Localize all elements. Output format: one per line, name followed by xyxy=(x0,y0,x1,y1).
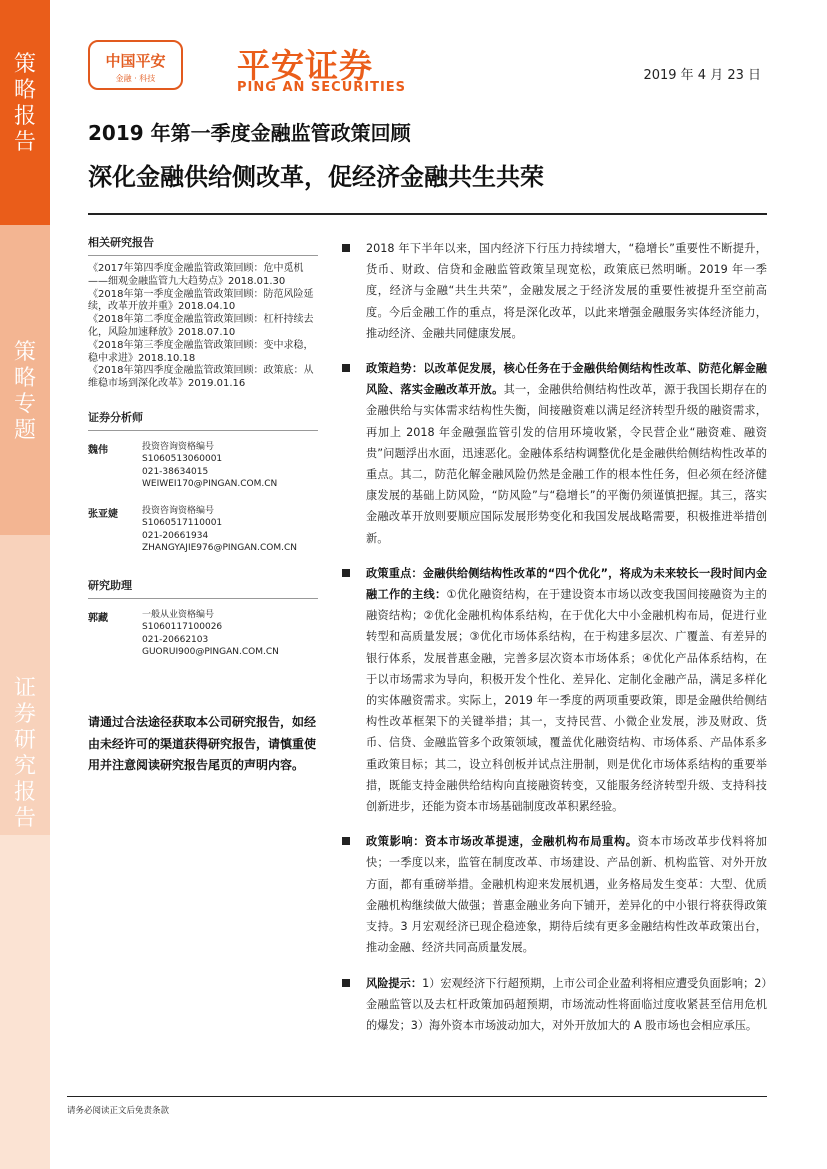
bullet-square-icon xyxy=(342,979,350,987)
ping-an-securities-logo: 平安证券 xyxy=(237,46,373,85)
analyst-card xyxy=(88,505,318,555)
related-report-item[interactable]: 《2018年第二季度金融监管政策回顾：杠杆持续去化，风险加速释放》2018.07.10 xyxy=(88,314,314,338)
summary-bullet xyxy=(342,973,767,1037)
summary-column xyxy=(342,238,767,1050)
bullet-square-icon xyxy=(342,244,350,252)
disclaimer-note: 请通过合法途径获取本公司研究报告，如经由未经许可的渠道获得研究报告，请慎重使用并注意阅读研究报告尾页的声明内容。 xyxy=(88,715,317,772)
assistant-card xyxy=(88,609,318,659)
related-report-item[interactable]: 《2017年第四季度金融监管政策回顾：危中觅机——细观金融监管九大趋势点》2018.01.30 xyxy=(88,263,304,287)
bullet-lead: 政策影响：资本市场改革提速，金融机构布局重构。 xyxy=(366,835,638,849)
bullet-square-icon xyxy=(342,364,350,372)
ping-an-group-logo xyxy=(88,40,183,90)
related-reports-heading: 相关研究报告 xyxy=(88,234,318,256)
side-tag-strategy-report: 策 略 报 告 xyxy=(13,52,36,155)
left-column xyxy=(88,234,318,659)
bullet-text: 1）宏观经济下行超预期，上市公司企业盈利将相应遭受负面影响；2）金融监管以及去杠杆政策加码超预期，市场流动性将面临过度收紧甚至信用危机的爆发；3）海外资本市场波动加大，对外开放加大的 A 股市场也会相应承压。 xyxy=(366,976,767,1032)
bullet-text: 2018 年下半年以来，国内经济下行压力持续增大，“稳增长”重要性不断提升，货币、财政、信贷和金融监管政策呈现宽松，政策底已然明晰。2019 年一季度，经济与金融“共生共荣”，金融发展之于经济发展的重要性被提升至空前高度。今后金融工作的重点，将是深化改革，以此来增强金融服务实体经济能力，推动经济、金融共同健康发展。 xyxy=(366,242,767,340)
analyst-info: 投资咨询资格编号 S1060517110001 021-20661934 ZHANGYAJIE976@PINGAN.COM.CN xyxy=(142,505,318,555)
bullet-square-icon xyxy=(342,569,350,577)
assistants-heading: 研究助理 xyxy=(88,577,318,599)
analyst-name: 张亚婕 xyxy=(88,508,118,520)
related-report-item[interactable]: 《2018年第三季度金融监管政策回顾：变中求稳，稳中求进》2018.10.18 xyxy=(88,339,314,364)
analyst-email[interactable]: ZHANGYAJIE976@PINGAN.COM.CN xyxy=(142,543,298,554)
logo1-text: 中国平安 xyxy=(105,52,166,70)
related-report-item[interactable]: 《2018年第四季度金融监管政策回顾：政策底：从维稳市场到深化改革》2019.01.16 xyxy=(88,365,314,390)
ping-an-securities-english: PING AN SECURITIES xyxy=(237,80,407,95)
report-date: 2019 年 4 月 23 日 xyxy=(643,68,761,83)
analyst-info: 投资咨询资格编号 S1060513060001 021-38634015 WEIWEI170@PINGAN.COM.CN xyxy=(142,441,318,491)
summary-bullet xyxy=(342,831,767,958)
bullet-lead: 政策重点：金融供给侧结构性改革的“四个优化”，将成为未来较长一段时间内金融工作的主线： xyxy=(366,566,767,602)
related-reports-list xyxy=(88,263,318,391)
analyst-name: 魏伟 xyxy=(88,444,108,456)
footer-note: 请务必阅读正文后免责条款 xyxy=(67,1106,170,1116)
related-report-item[interactable]: 《2018年第一季度金融监管政策回顾：防范风险延续，改革开放并重》2018.04.10 xyxy=(88,288,314,313)
report-subtitle: 深化金融供给侧改革，促经济金融共生共荣 xyxy=(88,163,544,191)
title-divider xyxy=(88,213,767,215)
side-tag-securities-research: 证 券 研 究 报 告 xyxy=(13,676,36,831)
bullet-square-icon xyxy=(342,837,350,845)
logo1-subtext: 金融 · 科技 xyxy=(115,74,156,83)
side-tag-strategy-topic: 策 略 专 题 xyxy=(13,340,36,443)
bullet-text: 资本市场改革步伐料将加快；一季度以来，监管在制度改革、市场建设、产品创新、机构监管、对外开放方面，都有重磅举措。金融机构迎来发展机遇，业务格局发生变革：大型、优质金融机构继续做大做强；普惠金融业务向下铺开，差异化的中小银行将获得政策支持。3 月宏观经济已现企稳迹象，期待后续有更多金融结构性改革政策出台，推动金融、经济共同高质量发展。 xyxy=(366,835,767,955)
assistant-name: 郭藏 xyxy=(88,612,108,624)
summary-bullet xyxy=(342,238,767,344)
report-title: 2019 年第一季度金融监管政策回顾 xyxy=(88,121,411,145)
bullet-lead: 政策趋势：以改革促发展，核心任务在于金融供给侧结构性改革、防范化解金融风险、落实金融改革开放。 xyxy=(366,362,767,397)
bullet-lead: 风险提示： xyxy=(366,976,423,990)
analyst-email[interactable]: WEIWEI170@PINGAN.COM.CN xyxy=(142,479,278,490)
summary-bullet xyxy=(342,563,767,817)
bullet-text: 其一，金融供给侧结构性改革，源于我国长期存在的金融供给与实体需求结构性失衡，间接融资难以满足经济转型升级的融资需求，再加上 2018 年金融强监管引发的信用环境收紧，令民营企业“融资难、融资贵”问题浮出水面，迅速恶化。金融体系结构调整优化是金融供给侧结构性改革的重点。其二，防范化解金融风险仍然是金融工作的根本性任务，但必须在经济健康发展的基础上防风险，“防风险”与“稳增长”的平衡仍须谨慎把握。其三，落实金融改革开放则要顺应国际发展形势变化和我国发展战略需要，积极推进举措创新。 xyxy=(366,383,767,545)
summary-bullet xyxy=(342,358,767,549)
bullet-text: ①优化融资结构，在于建设资本市场以改变我国间接融资为主的融资结构；②优化金融机构体系结构，在于优化大中小金融机构布局，促进行业转型和高质量发展；③优化市场体系结构，在于构建多层次、广覆盖、有差异的银行体系，发展普惠金融，完善多层次资本市场体系；④优化产品体系结构，在于以市场需求为导向，积极开发个性化、差异化、定制化金融产品，满足多样化的实体融资需求。实际上，2019 年一季度的两项重要政策，即是金融供给侧结构性改革框架下的关键举措；其一，支持民营、小微企业发展，涉及财政、货币、信贷、金融监管多个政策领域，覆盖优化融资结构、市场体系、产品体系多重政策目标；其二，设立科创板并试点注册制，则是优化市场体系结构的重要举措，既能支持金融供给结构向直接融资转变，又能服务经济转型升级、支持科技创新进步，还能为资本市场基础制度改革积累经验。 xyxy=(366,588,767,814)
footer-divider xyxy=(67,1096,767,1097)
assistant-info: 一般从业资格编号 S1060117100026 021-20662103 GUORUI900@PINGAN.COM.CN xyxy=(142,609,318,659)
analyst-card xyxy=(88,441,318,491)
analysts-heading: 证券分析师 xyxy=(88,409,318,431)
assistant-email[interactable]: GUORUI900@PINGAN.COM.CN xyxy=(142,647,279,658)
